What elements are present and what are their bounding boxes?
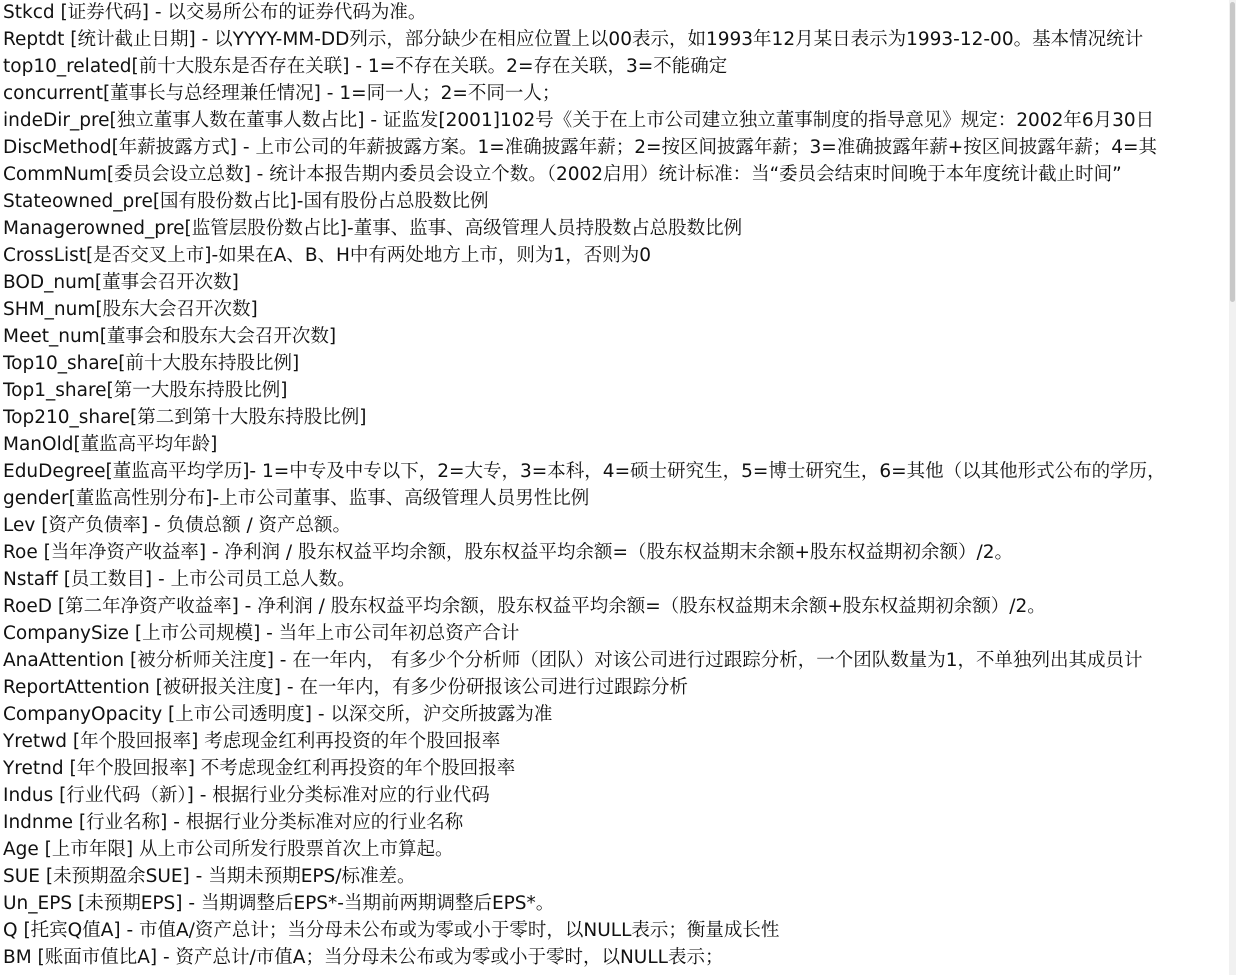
text-line: CommNum[委员会设立总数] - 统计本报告期内委员会设立个数。（2002启用）统计标准：当“委员会结束时间晚于本年度统计截止时间” — [3, 164, 1122, 185]
text-line: Yretnd [年个股回报率] 不考虑现金红利再投资的年个股回报率 — [3, 758, 516, 779]
text-line: concurrent[董事长与总经理兼任情况] - 1=同一人；2=不同一人； — [3, 83, 561, 104]
text-line: Top10_share[前十大股东持股比例] — [3, 353, 300, 374]
text-line: SUE [未预期盈余SUE] - 当期未预期EPS/标准差。 — [3, 866, 416, 887]
text-line: Q [托宾Q值A] - 市值A/资产总计；当分母未公布或为零或小于零时，以NULL表示；衡量成长性 — [3, 920, 780, 941]
text-line: Meet_num[董事会和股东大会召开次数] — [3, 326, 337, 347]
text-line: ReportAttention [被研报关注度] - 在一年内，有多少份研报该公司进行过跟踪分析 — [3, 677, 688, 698]
text-line: Nstaff [员工数目] - 上市公司员工总人数。 — [3, 569, 356, 590]
text-line: top10_related[前十大股东是否存在关联] - 1=不存在关联。2=存在关联，3=不能确定 — [3, 56, 728, 77]
text-line: AnaAttention [被分析师关注度] - 在一年内， 有多少个分析师（团队）对该公司进行过跟踪分析，一个团队数量为1，不单独列出其成员计 — [3, 650, 1143, 671]
text-line: Yretwd [年个股回报率] 考虑现金红利再投资的年个股回报率 — [3, 731, 501, 752]
text-line: SHM_num[股东大会召开次数] — [3, 299, 258, 320]
scrollbar-thumb[interactable] — [1230, 2, 1235, 302]
text-line: Age [上市年限] 从上市公司所发行股票首次上市算起。 — [3, 839, 454, 860]
vertical-scrollbar[interactable] — [1229, 0, 1236, 975]
text-line: Un_EPS [未预期EPS] - 当期调整后EPS*-当期前两期调整后EPS*。 — [3, 893, 555, 914]
text-line: Indnme [行业名称] - 根据行业分类标准对应的行业名称 — [3, 812, 464, 833]
text-line: Roe [当年净资产收益率] - 净利润 / 股东权益平均余额，股东权益平均余额=（股东权益期末余额+股东权益期初余额）/2。 — [3, 542, 1013, 563]
text-line: Reptdt [统计截止日期] - 以YYYY-MM-DD列示，部分缺少在相应位置上以00表示，如1993年12月某日表示为1993-12-00。基本情况统计 — [3, 29, 1144, 50]
text-line: BOD_num[董事会召开次数] — [3, 272, 239, 293]
text-line: Top1_share[第一大股东持股比例] — [3, 380, 288, 401]
text-line: Lev [资产负债率] - 负债总额 / 资产总额。 — [3, 515, 352, 536]
text-line: Managerowned_pre[监管层股份数占比]-董事、监事、高级管理人员持股数占总股数比例 — [3, 218, 743, 239]
text-line: Stkcd [证券代码] - 以交易所公布的证券代码为准。 — [3, 2, 427, 23]
text-line: Indus [行业代码（新）] - 根据行业分类标准对应的行业代码 — [3, 785, 490, 806]
text-line: Top210_share[第二到第十大股东持股比例] — [3, 407, 367, 428]
text-line: EduDegree[董监高平均学历]- 1=中专及中专以下，2=大专，3=本科，4=硕士研究生，5=博士研究生，6=其他（以其他形式公布的学历， — [3, 461, 1166, 482]
text-line: CompanySize [上市公司规模] - 当年上市公司年初总资产合计 — [3, 623, 520, 644]
text-line: gender[董监高性别分布]-上市公司董事、监事、高级管理人员男性比例 — [3, 488, 590, 509]
text-line: CompanyOpacity [上市公司透明度] - 以深交所，沪交所披露为准 — [3, 704, 553, 725]
text-line: BM [账面市值比A] - 资产总计/市值A；当分母未公布或为零或小于零时，以NULL表示； — [3, 947, 724, 968]
text-line: DiscMethod[年薪披露方式] - 上市公司的年薪披露方案。1=准确披露年薪；2=按区间披露年薪；3=准确披露年薪+按区间披露年薪；4=其 — [3, 137, 1158, 158]
text-line: indeDir_pre[独立董事人数在董事人数占比] - 证监发[2001]102号《关于在上市公司建立独立董事制度的指导意见》规定：2002年6月30日 — [3, 110, 1155, 131]
text-line: RoeD [第二年净资产收益率] - 净利润 / 股东权益平均余额，股东权益平均余额=（股东权益期末余额+股东权益期初余额）/2。 — [3, 596, 1046, 617]
text-line: ManOld[董监高平均年龄] — [3, 434, 218, 455]
text-line: CrossList[是否交叉上市]-如果在A、B、H中有两处地方上市，则为1，否则为0 — [3, 245, 651, 266]
text-line: Stateowned_pre[国有股份数占比]-国有股份占总股数比例 — [3, 191, 489, 212]
